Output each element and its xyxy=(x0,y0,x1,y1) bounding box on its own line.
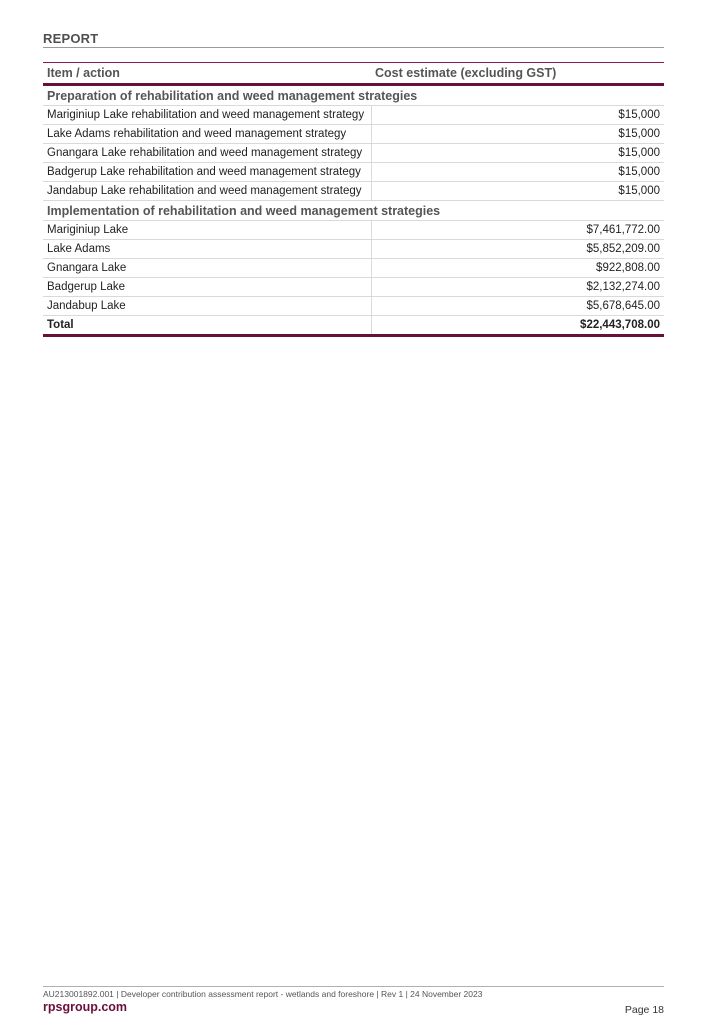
item-cell: Badgerup Lake xyxy=(43,278,371,297)
table-row xyxy=(43,278,664,297)
table-row xyxy=(43,106,664,125)
cost-cell: $15,000 xyxy=(371,182,664,201)
cost-cell: $15,000 xyxy=(371,125,664,144)
column-header-item: Item / action xyxy=(43,63,371,85)
cost-cell: $922,808.00 xyxy=(371,259,664,278)
table-row xyxy=(43,144,664,163)
table-row xyxy=(43,163,664,182)
cost-cell: $5,678,645.00 xyxy=(371,297,664,316)
table-row xyxy=(43,125,664,144)
section-title: Preparation of rehabilitation and weed management strategies xyxy=(43,85,664,106)
total-row xyxy=(43,316,664,336)
table-row xyxy=(43,240,664,259)
cost-cell: $7,461,772.00 xyxy=(371,221,664,240)
section-row-preparation xyxy=(43,85,664,106)
total-cost: $22,443,708.00 xyxy=(371,316,664,336)
item-cell: Lake Adams rehabilitation and weed management strategy xyxy=(43,125,371,144)
footer-document-reference: AU213001892.001 | Developer contribution assessment report - wetlands and foreshore | Rev 1 | 24 November 2023 xyxy=(43,989,483,999)
item-cell: Mariginiup Lake rehabilitation and weed management strategy xyxy=(43,106,371,125)
table-row xyxy=(43,297,664,316)
page-number: Page 18 xyxy=(624,1004,664,1016)
footer-divider xyxy=(43,986,664,987)
item-cell: Lake Adams xyxy=(43,240,371,259)
section-title: Implementation of rehabilitation and weed management strategies xyxy=(43,201,664,221)
cost-cell: $15,000 xyxy=(371,106,664,125)
cost-cell: $5,852,209.00 xyxy=(371,240,664,259)
total-label: Total xyxy=(43,316,371,336)
footer-brand-link[interactable]: rpsgroup.com xyxy=(43,1000,128,1014)
item-cell: Gnangara Lake rehabilitation and weed management strategy xyxy=(43,144,371,163)
item-cell: Jandabup Lake xyxy=(43,297,371,316)
cost-cell: $2,132,274.00 xyxy=(371,278,664,297)
cost-estimate-table xyxy=(43,62,664,337)
item-cell: Badgerup Lake rehabilitation and weed management strategy xyxy=(43,163,371,182)
item-cell: Gnangara Lake xyxy=(43,259,371,278)
column-header-cost: Cost estimate (excluding GST) xyxy=(371,63,664,85)
item-cell: Jandabup Lake rehabilitation and weed management strategy xyxy=(43,182,371,201)
cost-cell: $15,000 xyxy=(371,144,664,163)
header-divider xyxy=(43,47,664,48)
report-header-label: REPORT xyxy=(43,31,99,46)
table-row xyxy=(43,259,664,278)
cost-cell: $15,000 xyxy=(371,163,664,182)
table-row xyxy=(43,221,664,240)
table-row xyxy=(43,182,664,201)
item-cell: Mariginiup Lake xyxy=(43,221,371,240)
section-row-implementation xyxy=(43,201,664,221)
table-header-row xyxy=(43,63,664,85)
